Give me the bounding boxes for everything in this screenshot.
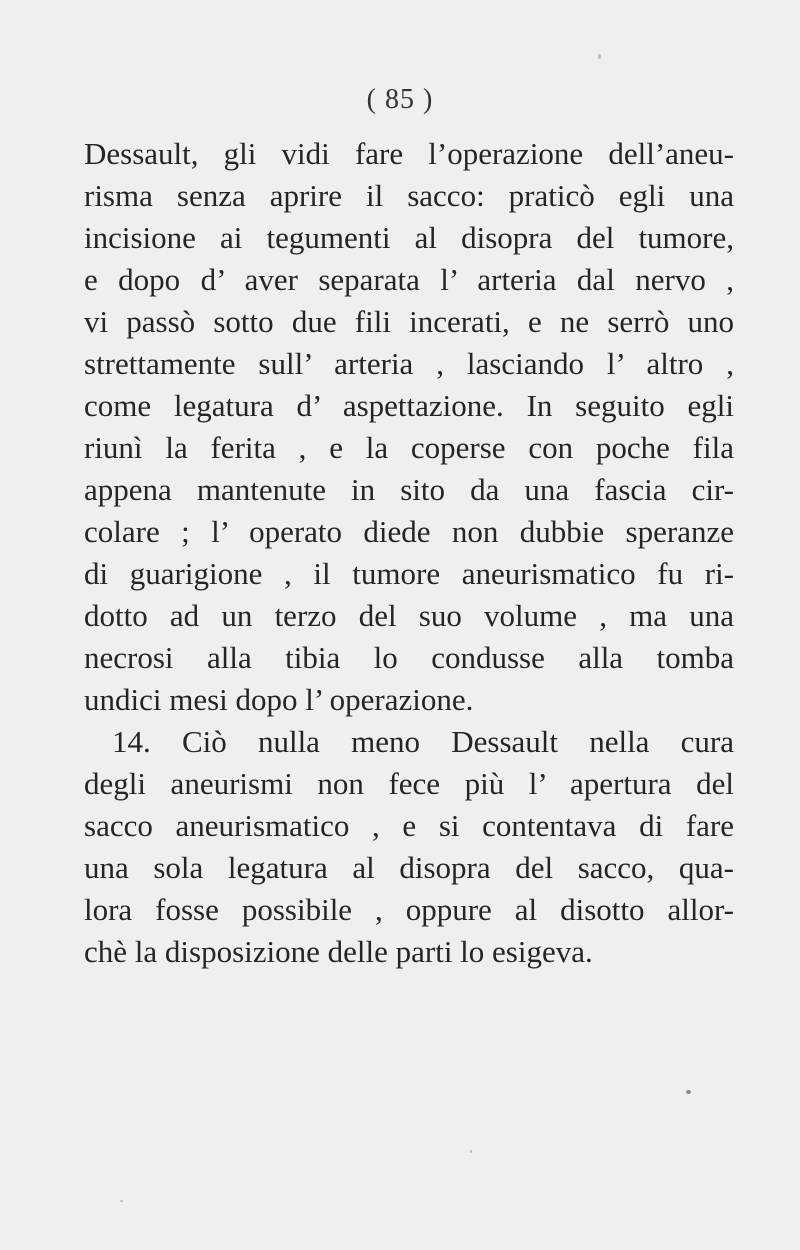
text-line: riunì la ferita , e la coperse con poche fila — [84, 430, 734, 465]
text-line: incisione ai tegumenti al disopra del tumore, — [84, 220, 734, 255]
body-text — [84, 133, 734, 973]
text-line: chè la disposizione delle parti lo esigeva. — [84, 934, 593, 969]
text-line: sacco aneurismatico , e si contentava di fare — [84, 808, 734, 843]
paper-speck — [120, 1200, 123, 1202]
text-line: vi passò sotto due fili incerati, e ne serrò uno — [84, 304, 734, 339]
text-line: degli aneurismi non fece più l’ apertura del — [84, 766, 734, 801]
text-line: colare ; l’ operato diede non dubbie speranze — [84, 514, 734, 549]
text-line: Dessault, gli vidi fare l’operazione dell’aneu- — [84, 136, 734, 171]
text-line: una sola legatura al disopra del sacco, qua- — [84, 850, 734, 885]
text-line: dotto ad un terzo del suo volume , ma una — [84, 598, 734, 633]
text-line: strettamente sull’ arteria , lasciando l’ altro , — [84, 346, 734, 381]
text-line: lora fosse possibile , oppure al disotto allor- — [84, 892, 734, 927]
text-line-paragraph-start: 14. Ciò nulla meno Dessault nella cura — [112, 724, 734, 759]
text-line: risma senza aprire il sacco: praticò egli una — [84, 178, 734, 213]
paper-speck — [598, 54, 601, 59]
paper-speck — [686, 1090, 691, 1094]
text-line: di guarigione , il tumore aneurismatico fu ri- — [84, 556, 734, 591]
text-line: come legatura d’ aspettazione. In seguito egli — [84, 388, 734, 423]
text-line: necrosi alla tibia lo condusse alla tomba — [84, 640, 734, 675]
page-number: ( 85 ) — [366, 84, 434, 115]
text-line: appena mantenute in sito da una fascia cir- — [84, 472, 734, 507]
text-line: undici mesi dopo l’ operazione. — [84, 682, 474, 717]
paper-speck — [470, 1150, 472, 1153]
text-line: e dopo d’ aver separata l’ arteria dal nervo , — [84, 262, 734, 297]
